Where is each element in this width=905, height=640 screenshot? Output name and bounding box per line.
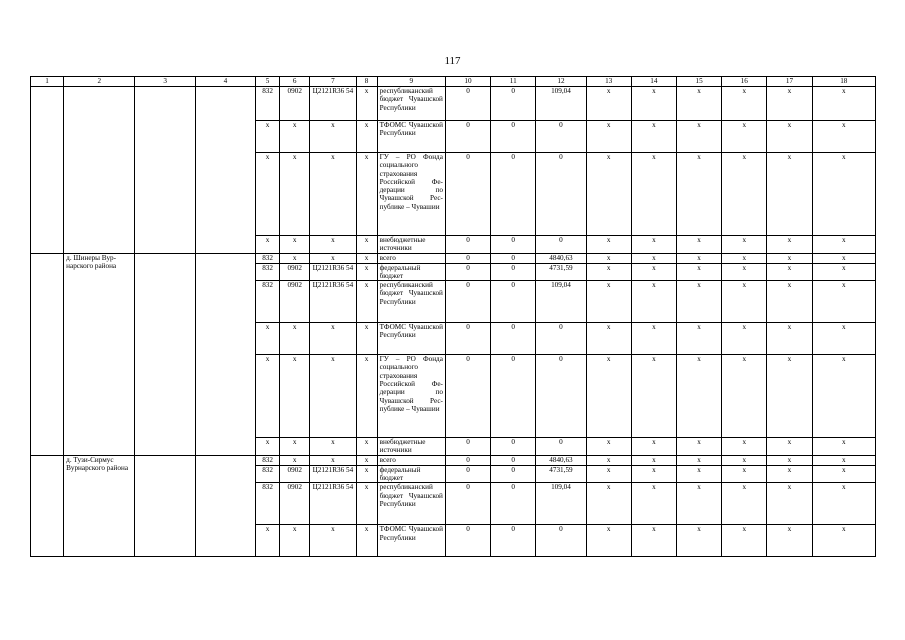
cell-col15: x: [676, 281, 721, 323]
cell-col8: x: [356, 483, 377, 525]
cell-col16: x: [722, 323, 767, 355]
cell-col17: x: [767, 253, 812, 263]
cell-col10: 0: [445, 455, 490, 465]
cell-col12: 0: [536, 438, 586, 456]
cell-col18: x: [812, 438, 875, 456]
cell-col12: 109,04: [536, 281, 586, 323]
column-header-10: 10: [445, 77, 490, 87]
cell-col8: x: [356, 323, 377, 355]
cell-col12: 0: [536, 121, 586, 153]
cell-col7: x: [310, 355, 356, 438]
column-header-16: 16: [722, 77, 767, 87]
cell-col16: x: [722, 236, 767, 254]
cell-col5: 832: [256, 483, 280, 525]
cell-col8: x: [356, 355, 377, 438]
budget-table: [30, 76, 876, 557]
cell-col11: 0: [491, 355, 536, 438]
cell-col12: 0: [536, 525, 586, 557]
cell-col13: x: [586, 525, 631, 557]
cell-col11: 0: [491, 121, 536, 153]
cell-col11: 0: [491, 153, 536, 236]
cell-col13: x: [586, 281, 631, 323]
cell-col18: x: [812, 153, 875, 236]
cell-col9: республиканский бюджет Чувашской Республики: [377, 87, 445, 121]
cell-col9: федеральный бюджет: [377, 465, 445, 483]
cell-col11: 0: [491, 281, 536, 323]
cell-col7: x: [310, 236, 356, 254]
cell-col8: x: [356, 253, 377, 263]
cell-col7: Ц2121R36 54: [310, 465, 356, 483]
cell-col13: x: [586, 438, 631, 456]
cell-col12: 0: [536, 153, 586, 236]
column-header-17: 17: [767, 77, 812, 87]
cell-col8: x: [356, 153, 377, 236]
cell-col4: [195, 253, 255, 455]
cell-col14: x: [631, 525, 676, 557]
cell-col12: 109,04: [536, 483, 586, 525]
cell-col10: 0: [445, 87, 490, 121]
cell-col5: 832: [256, 455, 280, 465]
cell-col10: 0: [445, 121, 490, 153]
column-header-11: 11: [491, 77, 536, 87]
cell-col5: x: [256, 323, 280, 355]
cell-col10: 0: [445, 483, 490, 525]
cell-col7: x: [310, 153, 356, 236]
cell-col14: x: [631, 355, 676, 438]
column-header-1: 1: [31, 77, 64, 87]
cell-col6: 0902: [280, 263, 310, 281]
cell-col16: x: [722, 355, 767, 438]
cell-col18: x: [812, 87, 875, 121]
cell-col7: x: [310, 323, 356, 355]
cell-col15: x: [676, 236, 721, 254]
cell-col4: [195, 87, 255, 254]
cell-col11: 0: [491, 455, 536, 465]
cell-col12: 0: [536, 236, 586, 254]
cell-col12: 4840,63: [536, 455, 586, 465]
cell-col6: x: [280, 525, 310, 557]
cell-col17: x: [767, 438, 812, 456]
cell-col9: ТФОМС Чувашской Республики: [377, 121, 445, 153]
column-header-2: 2: [64, 77, 135, 87]
cell-col18: x: [812, 281, 875, 323]
column-header-12: 12: [536, 77, 586, 87]
column-header-9: 9: [377, 77, 445, 87]
cell-col17: x: [767, 263, 812, 281]
cell-col14: x: [631, 253, 676, 263]
cell-col16: x: [722, 253, 767, 263]
cell-col9: ГУ – РО Фонда социального страхования Российской Федерации по Чувашской Республике – Чувашии: [377, 355, 445, 438]
column-header-4: 4: [195, 77, 255, 87]
cell-col9: федеральный бюджет: [377, 263, 445, 281]
place-name-cell: [64, 87, 135, 254]
cell-col7: Ц2121R36 54: [310, 87, 356, 121]
cell-col15: x: [676, 323, 721, 355]
cell-col7: x: [310, 525, 356, 557]
column-header-7: 7: [310, 77, 356, 87]
cell-col15: x: [676, 253, 721, 263]
table-row: [31, 87, 876, 121]
cell-col16: x: [722, 281, 767, 323]
cell-col9: внебюджетные источники: [377, 438, 445, 456]
cell-col7: x: [310, 455, 356, 465]
cell-col11: 0: [491, 87, 536, 121]
cell-col18: x: [812, 121, 875, 153]
cell-col10: 0: [445, 153, 490, 236]
header-row: [31, 77, 876, 87]
table-row: [31, 455, 876, 465]
cell-col13: x: [586, 355, 631, 438]
cell-col8: x: [356, 438, 377, 456]
cell-col10: 0: [445, 263, 490, 281]
cell-col18: x: [812, 323, 875, 355]
cell-col5: x: [256, 355, 280, 438]
cell-col9: ТФОМС Чувашской Республики: [377, 525, 445, 557]
cell-col16: x: [722, 263, 767, 281]
cell-col17: x: [767, 483, 812, 525]
cell-col10: 0: [445, 438, 490, 456]
cell-col14: x: [631, 483, 676, 525]
cell-col11: 0: [491, 465, 536, 483]
cell-col15: x: [676, 263, 721, 281]
cell-col18: x: [812, 253, 875, 263]
cell-col13: x: [586, 253, 631, 263]
cell-col4: [195, 455, 255, 557]
cell-col5: 832: [256, 87, 280, 121]
cell-col18: x: [812, 263, 875, 281]
cell-col14: x: [631, 455, 676, 465]
cell-col9: республиканский бюджет Чувашской Республики: [377, 483, 445, 525]
column-header-5: 5: [256, 77, 280, 87]
cell-col18: x: [812, 483, 875, 525]
cell-col14: x: [631, 121, 676, 153]
cell-col16: x: [722, 438, 767, 456]
cell-col10: 0: [445, 236, 490, 254]
cell-col11: 0: [491, 263, 536, 281]
cell-col8: x: [356, 281, 377, 323]
cell-col13: x: [586, 121, 631, 153]
cell-col1: [31, 87, 64, 254]
cell-col1: [31, 253, 64, 455]
cell-col9: всего: [377, 455, 445, 465]
cell-col13: x: [586, 87, 631, 121]
cell-col7: x: [310, 253, 356, 263]
cell-col8: x: [356, 525, 377, 557]
table-row: [31, 253, 876, 263]
cell-col16: x: [722, 525, 767, 557]
cell-col12: 109,04: [536, 87, 586, 121]
cell-col12: 4731,59: [536, 465, 586, 483]
cell-col10: 0: [445, 323, 490, 355]
cell-col13: x: [586, 483, 631, 525]
cell-col14: x: [631, 153, 676, 236]
page-number: 117: [444, 55, 461, 67]
column-header-15: 15: [676, 77, 721, 87]
cell-col7: Ц2121R36 54: [310, 263, 356, 281]
cell-col5: x: [256, 121, 280, 153]
cell-col18: x: [812, 465, 875, 483]
column-header-18: 18: [812, 77, 875, 87]
cell-col6: x: [280, 153, 310, 236]
cell-col5: x: [256, 153, 280, 236]
cell-col15: x: [676, 355, 721, 438]
cell-col17: x: [767, 281, 812, 323]
cell-col13: x: [586, 455, 631, 465]
cell-col6: x: [280, 121, 310, 153]
cell-col16: x: [722, 465, 767, 483]
cell-col3: [135, 87, 195, 254]
cell-col14: x: [631, 281, 676, 323]
cell-col13: x: [586, 153, 631, 236]
cell-col8: x: [356, 87, 377, 121]
cell-col11: 0: [491, 253, 536, 263]
cell-col15: x: [676, 438, 721, 456]
cell-col11: 0: [491, 525, 536, 557]
cell-col14: x: [631, 263, 676, 281]
cell-col16: x: [722, 121, 767, 153]
cell-col13: x: [586, 323, 631, 355]
cell-col16: x: [722, 153, 767, 236]
cell-col6: 0902: [280, 281, 310, 323]
cell-col12: 0: [536, 323, 586, 355]
cell-col17: x: [767, 153, 812, 236]
cell-col9: всего: [377, 253, 445, 263]
cell-col14: x: [631, 236, 676, 254]
cell-col8: x: [356, 236, 377, 254]
cell-col13: x: [586, 465, 631, 483]
cell-col17: x: [767, 121, 812, 153]
cell-col14: x: [631, 323, 676, 355]
cell-col15: x: [676, 465, 721, 483]
cell-col6: x: [280, 236, 310, 254]
cell-col5: x: [256, 525, 280, 557]
cell-col6: 0902: [280, 483, 310, 525]
cell-col17: x: [767, 455, 812, 465]
cell-col3: [135, 253, 195, 455]
cell-col7: x: [310, 121, 356, 153]
cell-col1: [31, 455, 64, 557]
cell-col8: x: [356, 455, 377, 465]
cell-col10: 0: [445, 355, 490, 438]
cell-col12: 4840,63: [536, 253, 586, 263]
cell-col18: x: [812, 525, 875, 557]
cell-col18: x: [812, 236, 875, 254]
cell-col6: x: [280, 355, 310, 438]
cell-col11: 0: [491, 483, 536, 525]
cell-col8: x: [356, 121, 377, 153]
cell-col17: x: [767, 87, 812, 121]
cell-col11: 0: [491, 438, 536, 456]
cell-col17: x: [767, 355, 812, 438]
cell-col8: x: [356, 465, 377, 483]
cell-col15: x: [676, 121, 721, 153]
cell-col8: x: [356, 263, 377, 281]
cell-col16: x: [722, 483, 767, 525]
cell-col17: x: [767, 525, 812, 557]
cell-col6: x: [280, 253, 310, 263]
table-body: [31, 77, 876, 557]
cell-col10: 0: [445, 525, 490, 557]
column-header-8: 8: [356, 77, 377, 87]
cell-col10: 0: [445, 253, 490, 263]
cell-col5: x: [256, 438, 280, 456]
cell-col9: ТФОМС Чувашской Республики: [377, 323, 445, 355]
cell-col14: x: [631, 465, 676, 483]
column-header-6: 6: [280, 77, 310, 87]
cell-col15: x: [676, 87, 721, 121]
place-name-cell: д. Шинеры Вурнарского района: [64, 253, 135, 455]
cell-col7: Ц2121R36 54: [310, 281, 356, 323]
cell-col6: x: [280, 438, 310, 456]
place-name-cell: д. Тузи-Сирмус Вурнарского района: [64, 455, 135, 557]
cell-col7: Ц2121R36 54: [310, 483, 356, 525]
cell-col16: x: [722, 455, 767, 465]
cell-col5: x: [256, 236, 280, 254]
cell-col11: 0: [491, 323, 536, 355]
cell-col12: 0: [536, 355, 586, 438]
cell-col6: x: [280, 323, 310, 355]
cell-col15: x: [676, 483, 721, 525]
column-header-13: 13: [586, 77, 631, 87]
cell-col15: x: [676, 153, 721, 236]
cell-col18: x: [812, 455, 875, 465]
cell-col7: x: [310, 438, 356, 456]
cell-col14: x: [631, 87, 676, 121]
cell-col10: 0: [445, 281, 490, 323]
cell-col17: x: [767, 465, 812, 483]
column-header-14: 14: [631, 77, 676, 87]
cell-col15: x: [676, 525, 721, 557]
cell-col5: 832: [256, 253, 280, 263]
cell-col6: 0902: [280, 465, 310, 483]
cell-col12: 4731,59: [536, 263, 586, 281]
cell-col17: x: [767, 236, 812, 254]
cell-col6: x: [280, 455, 310, 465]
cell-col16: x: [722, 87, 767, 121]
cell-col5: 832: [256, 465, 280, 483]
cell-col10: 0: [445, 465, 490, 483]
cell-col11: 0: [491, 236, 536, 254]
cell-col14: x: [631, 438, 676, 456]
cell-col9: внебюджетные источники: [377, 236, 445, 254]
cell-col13: x: [586, 263, 631, 281]
cell-col18: x: [812, 355, 875, 438]
cell-col13: x: [586, 236, 631, 254]
cell-col3: [135, 455, 195, 557]
cell-col9: республиканский бюджет Чувашской Республики: [377, 281, 445, 323]
cell-col5: 832: [256, 281, 280, 323]
cell-col5: 832: [256, 263, 280, 281]
cell-col6: 0902: [280, 87, 310, 121]
cell-col9: ГУ – РО Фонда социального страхования Российской Федерации по Чувашской Республике – Чувашии: [377, 153, 445, 236]
column-header-3: 3: [135, 77, 195, 87]
cell-col15: x: [676, 455, 721, 465]
cell-col17: x: [767, 323, 812, 355]
